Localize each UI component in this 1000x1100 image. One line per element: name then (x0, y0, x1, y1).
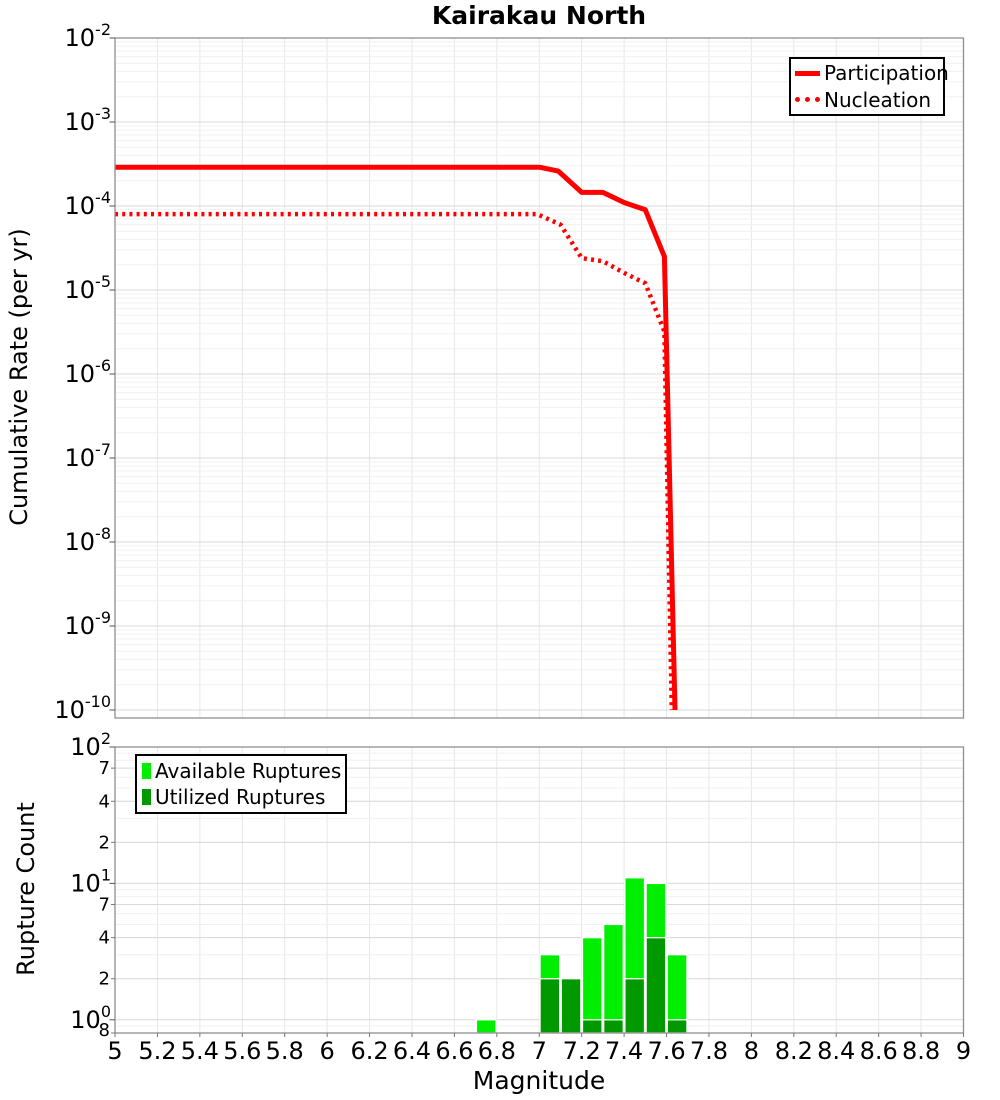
x-tick-label: 5 (107, 1037, 123, 1065)
legend-label-utilized: Utilized Ruptures (155, 785, 326, 810)
legend-label-participation: Participation (824, 61, 949, 86)
y-tick-label: $10^{-6}$ (64, 356, 111, 388)
legend-row-participation (795, 61, 949, 86)
y-minor-tick-label: 8 (98, 1020, 110, 1041)
available-swatch (142, 763, 151, 779)
chart-title: Kairakau North (431, 1, 647, 30)
y-tick-label: $10^{-7}$ (64, 440, 111, 472)
bar-utilized (646, 938, 666, 1033)
legend-row-utilized (142, 785, 345, 809)
bottom-y-axis-label: Rupture Count (12, 802, 40, 976)
x-tick-label: 6 (319, 1037, 335, 1065)
bar-utilized (540, 979, 560, 1033)
y-tick-label: $10^{-2}$ (64, 20, 111, 52)
x-tick-label: 6.4 (392, 1037, 432, 1065)
utilized-swatch (142, 789, 151, 805)
y-tick-label: $10^{-9}$ (64, 608, 111, 640)
y-tick-label: $10^{-10}$ (54, 692, 111, 724)
x-tick-label: 8 (743, 1037, 760, 1065)
x-tick-label: 5.8 (265, 1037, 304, 1065)
x-axis-label: Magnitude (472, 1066, 606, 1095)
bar-utilized (561, 979, 581, 1033)
bar-available (476, 1020, 496, 1033)
top-y-axis-label: Cumulative Rate (per yr) (5, 228, 33, 526)
x-tick-label: 7 (531, 1037, 547, 1065)
y-tick-label: $10^{-5}$ (64, 272, 111, 304)
x-tick-label: 7.8 (689, 1037, 729, 1065)
top-panel (54, 20, 963, 724)
x-tick-label: 7.2 (562, 1037, 601, 1065)
x-tick-label: 8.2 (774, 1037, 813, 1065)
bar-utilized (604, 1020, 624, 1033)
y-minor-tick-label: 7 (98, 894, 110, 916)
x-axis (107, 1033, 971, 1065)
legend-row-nucleation (795, 88, 943, 112)
y-minor-tick-label: 4 (98, 927, 110, 949)
bar-utilized (625, 979, 645, 1033)
bar-utilized (667, 1020, 687, 1033)
x-tick-label: 5.6 (223, 1037, 262, 1065)
x-tick-label: 8.8 (901, 1037, 941, 1065)
legend-label-nucleation: Nucleation (824, 87, 932, 112)
nucleation-line-sample (795, 97, 820, 102)
top-legend (789, 57, 949, 116)
x-tick-label: 7.4 (605, 1037, 644, 1065)
x-tick-label: 7.6 (647, 1037, 686, 1065)
bar-available (604, 924, 624, 1033)
y-tick-label: $10^2$ (70, 729, 111, 761)
y-tick-label: $10^{-8}$ (64, 524, 111, 556)
legend-row-available (142, 759, 345, 783)
x-tick-label: 5.2 (138, 1037, 177, 1065)
y-minor-tick-label: 4 (98, 791, 110, 813)
y-tick-label: $10^1$ (70, 865, 111, 898)
x-tick-label: 6.2 (350, 1037, 389, 1065)
bar-available (582, 938, 602, 1033)
x-tick-label: 5.4 (180, 1037, 219, 1065)
x-tick-label: 8.6 (859, 1037, 898, 1065)
y-tick-label: $10^{-4}$ (64, 188, 111, 220)
x-tick-label: 6.6 (435, 1037, 474, 1065)
x-tick-label: 6.8 (477, 1037, 516, 1065)
bar-utilized (582, 1020, 602, 1033)
x-tick-label: 9 (955, 1037, 972, 1065)
y-tick-label: $10^0$ (70, 1001, 111, 1034)
bottom-legend (135, 754, 347, 814)
x-tick-label: 8.4 (817, 1037, 856, 1065)
y-minor-tick-label: 2 (98, 832, 110, 854)
y-minor-tick-label: 7 (98, 758, 110, 780)
participation-line-sample (795, 71, 820, 76)
legend-label-available: Available Ruptures (155, 758, 342, 783)
y-tick-label: $10^{-3}$ (64, 104, 111, 136)
y-minor-tick-label: 2 (98, 968, 110, 990)
